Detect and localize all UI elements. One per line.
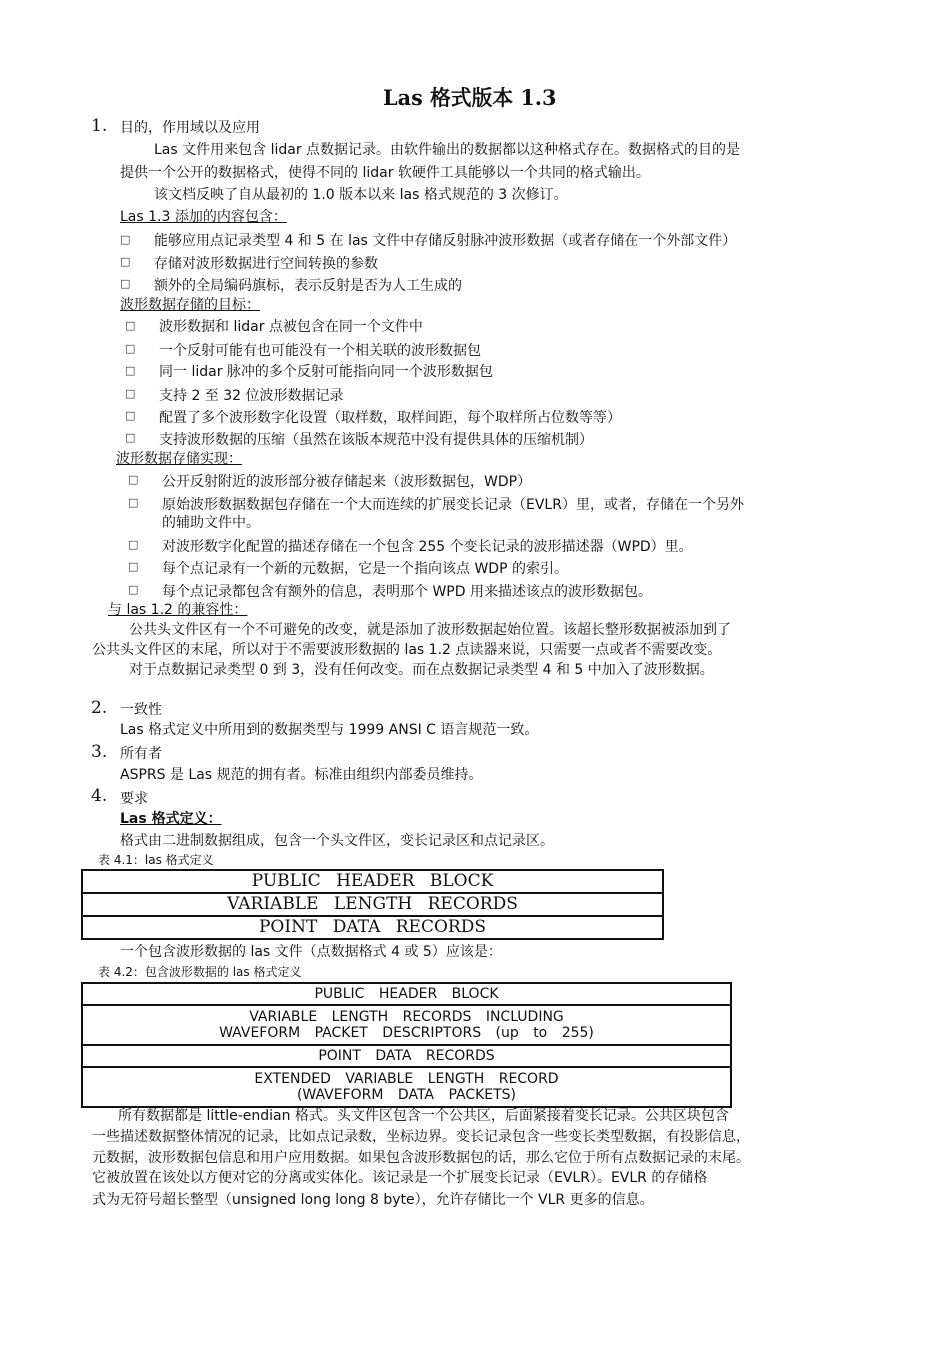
bullet-icon: □ (128, 496, 139, 509)
list-item: 能够应用点记录类型 4 和 5 在 las 文件中存储反射脉冲波形数据（或者存储在一个外部文件） (154, 233, 737, 249)
list-item: 每个点记录有一个新的元数据，它是一个指向该点 WDP 的索引。 (162, 561, 568, 577)
table-cell: VARIABLE LENGTH RECORDS INCLUDING (249, 1008, 564, 1025)
bullet-icon: □ (128, 473, 139, 486)
paragraph-line: 公共头文件区有一个不可避免的改变，就是添加了波形数据起始位置。该超长整形数据被添加到了 (129, 622, 731, 638)
bullet-icon: □ (120, 233, 131, 246)
section-heading: 要求 (120, 791, 148, 807)
list-item: 支持 2 至 32 位波形数据记录 (159, 388, 344, 404)
bullet-icon: □ (125, 387, 136, 400)
bullet-icon: □ (128, 583, 139, 596)
section-number: 3. (91, 742, 108, 762)
bullet-icon: □ (120, 255, 131, 268)
paragraph-line: 式为无符号超长整型（unsigned long long 8 byte），允许存储比一个 VLR 更多的信息。 (92, 1192, 654, 1208)
table-cell: WAVEFORM PACKET DESCRIPTORS (up to 255) (219, 1025, 594, 1041)
bullet-icon: □ (125, 409, 136, 422)
paragraph-line: 该文档反映了自从最初的 1.0 版本以来 las 格式规范的 3 次修订。 (154, 187, 568, 203)
paragraph-line: 一个包含波形数据的 las 文件（点数据格式 4 或 5）应该是： (120, 944, 502, 960)
bullet-icon: □ (128, 560, 139, 573)
list-item: 对波形数字化配置的描述存储在一个包含 255 个变长记录的波形描述器（WPD）里。 (162, 539, 693, 555)
bullet-icon: □ (125, 431, 136, 444)
list-item: 一个反射可能有也可能没有一个相关联的波形数据包 (159, 343, 481, 359)
section-heading: 目的，作用域以及应用 (120, 120, 260, 136)
paragraph-line: 公共头文件区的末尾，所以对于不需要波形数据的 las 1.2 点读器来说，只需要一点或者不需要改变。 (92, 642, 722, 658)
table-cell: (WAVEFORM DATA PACKETS) (296, 1087, 517, 1103)
list-item: 同一 lidar 脉冲的多个反射可能指向同一个波形数据包 (159, 364, 493, 380)
list-item: 公开反射附近的波形部分被存储起来（波形数据包，WDP） (162, 474, 532, 490)
table-caption: 表 4.1：las 格式定义 (98, 853, 214, 867)
paragraph-line: 元数据，波形数据包信息和用户应用数据。如果包含波形数据包的话，那么它位于所有点数据记录的末尾。 (92, 1150, 750, 1166)
paragraph-line: 它被放置在该处以方便对它的分离或实体化。该记录是一个扩展变长记录（EVLR）。EVLR 的存储格 (92, 1170, 708, 1186)
paragraph-line: 格式由二进制数据组成，包含一个头文件区，变长记录区和点记录区。 (120, 833, 554, 849)
table-cell: VARIABLE LENGTH RECORDS (82, 893, 663, 916)
list-item: 每个点记录都包含有额外的信息，表明那个 WPD 用来描述该点的波形数据包。 (162, 584, 652, 600)
table-cell: PUBLIC HEADER BLOCK (82, 870, 663, 893)
table-cell: POINT DATA RECORDS (82, 916, 663, 939)
paragraph-line: 对于点数据记录类型 0 到 3，没有任何改变。而在点数据记录类型 4 和 5 中加入了波形数据。 (129, 662, 714, 678)
paragraph-line: 所有数据都是 little-endian 格式。头文件区包含一个公共区，后面紧接着变长记录。公共区块包含 (118, 1108, 729, 1124)
table-caption: 表 4.2：包含波形数据的 las 格式定义 (98, 965, 302, 979)
paragraph-line: 提供一个公开的数据格式，使得不同的 lidar 软硬件工具能够以一个共同的格式输出。 (120, 165, 650, 181)
section-heading: 所有者 (120, 746, 162, 762)
list-item: 额外的全局编码旗标，表示反射是否为人工生成的 (154, 278, 462, 294)
list-item: 原始波形数据数据包存储在一个大而连续的扩展变长记录（EVLR）里，或者，存储在一个另外 (162, 497, 744, 513)
subheading: 与 las 1.2 的兼容性： (108, 602, 248, 618)
subheading: Las 格式定义： (120, 811, 222, 827)
paragraph-line: Las 格式定义中所用到的数据类型与 1999 ANSI C 语言规范一致。 (120, 722, 539, 738)
bullet-icon: □ (125, 342, 136, 355)
table-cell: PUBLIC HEADER BLOCK (314, 985, 499, 1002)
section-number: 1. (91, 116, 108, 136)
list-item: 存储对波形数据进行空间转换的参数 (154, 256, 378, 272)
section-number: 4. (91, 786, 108, 806)
list-item-continued: 的辅助文件中。 (162, 515, 260, 531)
page-title: Las 格式版本 1.3 (383, 85, 557, 110)
table-cell: EXTENDED VARIABLE LENGTH RECORD (254, 1070, 559, 1087)
section-heading: 一致性 (120, 702, 162, 718)
bullet-icon: □ (125, 364, 136, 377)
list-item: 波形数据和 lidar 点被包含在同一个文件中 (159, 319, 423, 335)
las-waveform-format-table (81, 982, 732, 1108)
las-format-table (81, 869, 664, 940)
section-number: 2. (91, 698, 108, 718)
table-cell: POINT DATA RECORDS (318, 1047, 495, 1064)
list-item: 支持波形数据的压缩（虽然在该版本规范中没有提供具体的压缩机制） (159, 432, 593, 448)
paragraph-line: ASPRS 是 Las 规范的拥有者。标准由组织内部委员维持。 (120, 767, 483, 783)
paragraph-line: 一些描述数据整体情况的记录，比如点记录数，坐标边界。变长记录包含一些变长类型数据，有投影信息， (92, 1129, 750, 1145)
paragraph-line: Las 文件用来包含 lidar 点数据记录。由软件输出的数据都以这种格式存在。数据格式的目的是 (154, 142, 741, 158)
subheading: Las 1.3 添加的内容包含： (120, 209, 287, 225)
bullet-icon: □ (120, 277, 131, 290)
subheading: 波形数据存储实现： (116, 451, 242, 467)
bullet-icon: □ (128, 538, 139, 551)
bullet-icon: □ (125, 319, 136, 332)
list-item: 配置了多个波形数字化设置（取样数，取样间距，每个取样所占位数等等） (159, 410, 621, 426)
subheading: 波形数据存储的目标： (120, 297, 260, 313)
